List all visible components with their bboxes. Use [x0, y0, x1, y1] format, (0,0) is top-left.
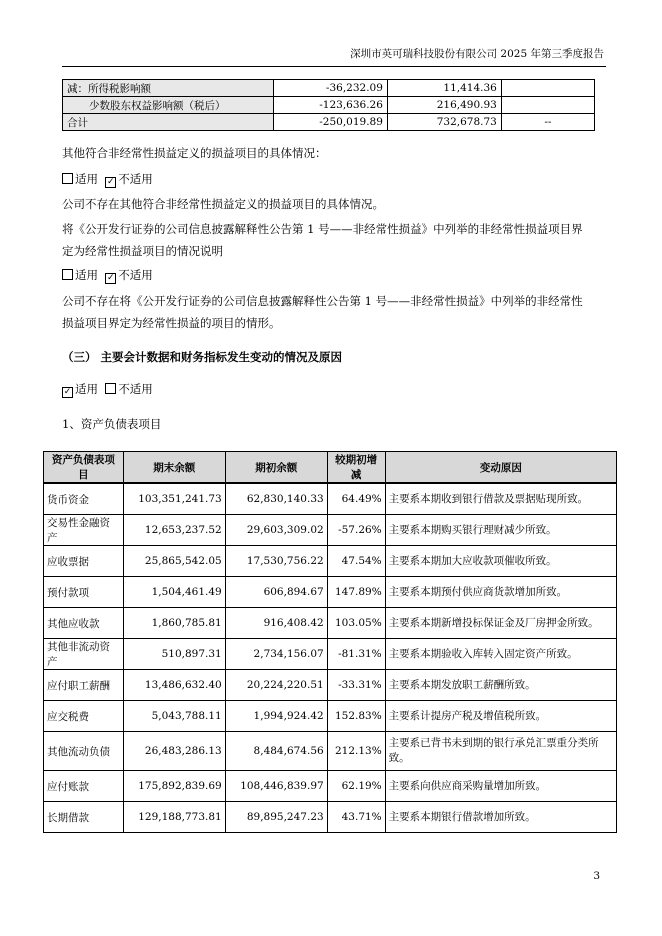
- table-row: [44, 608, 617, 639]
- change-cell: 147.89%: [327, 577, 385, 608]
- opening-balance-cell: 29,603,309.02: [225, 515, 327, 546]
- paragraph: 将《公开发行证券的公司信息披露解释性公告第 1 号——非经常性损益》中列举的非经常性损益项目界: [62, 222, 583, 236]
- change-cell: 47.54%: [327, 546, 385, 577]
- option-label: 不适用: [118, 172, 153, 186]
- ending-balance-cell: 129,188,773.81: [123, 802, 225, 833]
- reason-cell: 主要系计提房产税及增值税所致。: [385, 701, 616, 732]
- table-row: [44, 577, 617, 608]
- table-row: [63, 97, 595, 114]
- opening-balance-cell: 8,484,674.56: [225, 732, 327, 771]
- ending-balance-cell: 5,043,788.11: [123, 701, 225, 732]
- item-cell: 应收票据: [44, 546, 124, 577]
- item-cell: 应交税费: [44, 701, 124, 732]
- opening-balance-cell: 916,408.42: [225, 608, 327, 639]
- table-row: [44, 771, 617, 802]
- item-cell: 其他流动负债: [44, 732, 124, 771]
- cell-value: 732,678.73: [387, 114, 501, 131]
- column-header: 变动原因: [385, 452, 616, 484]
- reason-cell: 主要系向供应商采购量增加所致。: [385, 771, 616, 802]
- opening-balance-cell: 89,895,247.23: [225, 802, 327, 833]
- cell-value: -36,232.09: [273, 80, 387, 97]
- applicability-choice-2: [62, 264, 602, 286]
- reason-cell: 主要系已背书未到期的银行承兑汇票重分类所致。: [385, 732, 616, 771]
- row-label: 减：所得税影响额: [63, 80, 274, 97]
- table-row: [44, 701, 617, 732]
- row-label: 合计: [63, 114, 274, 131]
- report-header-title: 深圳市英可瑞科技股份有限公司 2025 年第三季度报告: [350, 48, 604, 60]
- reason-cell: 主要系本期银行借款增加所致。: [385, 802, 616, 833]
- reason-cell: 主要系本期发放职工薪酬所致。: [385, 670, 616, 701]
- cell-note: [501, 80, 594, 97]
- ending-balance-cell: 13,486,632.40: [123, 670, 225, 701]
- item-cell: 其他应收款: [44, 608, 124, 639]
- item-cell: 应付账款: [44, 771, 124, 802]
- change-cell: 103.05%: [327, 608, 385, 639]
- paragraph: 定为经常性损益项目的情况说明: [62, 244, 223, 258]
- change-cell: 62.19%: [327, 771, 385, 802]
- option-label: 适用: [75, 268, 98, 282]
- table-row: [44, 639, 617, 670]
- table-row: [44, 802, 617, 833]
- ending-balance-cell: 12,653,237.52: [123, 515, 225, 546]
- subsection-title: 1、资产负债表项目: [62, 417, 162, 431]
- applicability-choice-1: [62, 168, 602, 190]
- item-cell: 其他非流动资产: [44, 639, 124, 670]
- change-cell: -57.26%: [327, 515, 385, 546]
- reason-cell: 主要系本期加大应收款项催收所致。: [385, 546, 616, 577]
- opening-balance-cell: 2,734,156.07: [225, 639, 327, 670]
- header-divider: [62, 66, 606, 67]
- column-header: 较期初增减: [327, 452, 385, 484]
- item-cell: 预付款项: [44, 577, 124, 608]
- ending-balance-cell: 1,860,785.81: [123, 608, 225, 639]
- column-header: 资产负债表项目: [44, 452, 124, 484]
- cell-value: -250,019.89: [273, 114, 387, 131]
- change-cell: 152.83%: [327, 701, 385, 732]
- cell-note: --: [501, 114, 594, 131]
- checkbox-not-applicable-checked[interactable]: ✓: [107, 273, 115, 283]
- reason-cell: 主要系本期验收入库转入固定资产所致。: [385, 639, 616, 670]
- checkbox-applicable[interactable]: [62, 269, 73, 280]
- column-header: 期末余额: [123, 452, 225, 484]
- section-title: （三） 主要会计数据和财务指标发生变动的情况及原因: [62, 350, 343, 364]
- non-recurring-items-table: [62, 79, 595, 131]
- checkbox-applicable[interactable]: [62, 173, 73, 184]
- opening-balance-cell: 108,446,839.97: [225, 771, 327, 802]
- option-label: 不适用: [118, 382, 153, 396]
- column-header: 期初余额: [225, 452, 327, 484]
- cell-value: 11,414.36: [387, 80, 501, 97]
- change-cell: 43.71%: [327, 802, 385, 833]
- change-cell: -81.31%: [327, 639, 385, 670]
- ending-balance-cell: 25,865,542.05: [123, 546, 225, 577]
- checkbox-not-applicable-checked[interactable]: ✓: [107, 177, 115, 187]
- cell-note: [501, 97, 594, 114]
- checkbox-not-applicable[interactable]: [105, 383, 116, 394]
- checkbox-applicable-checked[interactable]: ✓: [63, 387, 72, 397]
- opening-balance-cell: 62,830,140.33: [225, 483, 327, 515]
- table-header-row: [44, 452, 617, 484]
- item-cell: 长期借款: [44, 802, 124, 833]
- applicability-choice-3: [62, 378, 602, 400]
- option-label: 不适用: [118, 268, 153, 282]
- item-cell: 应付职工薪酬: [44, 670, 124, 701]
- item-cell: 交易性金融资产: [44, 515, 124, 546]
- change-cell: -33.31%: [327, 670, 385, 701]
- table-row: [44, 732, 617, 771]
- change-cell: 212.13%: [327, 732, 385, 771]
- table-row: [44, 670, 617, 701]
- table-row: [63, 114, 595, 131]
- paragraph: 其他符合非经常性损益定义的损益项目的具体情况：: [62, 146, 327, 160]
- opening-balance-cell: 17,530,756.22: [225, 546, 327, 577]
- reason-cell: 主要系本期预付供应商货款增加所致。: [385, 577, 616, 608]
- cell-value: -123,636.26: [273, 97, 387, 114]
- paragraph: 公司不存在将《公开发行证券的公司信息披露解释性公告第 1 号——非经常性损益》中列举的非经常性: [62, 294, 583, 308]
- reason-cell: 主要系本期购买银行理财减少所致。: [385, 515, 616, 546]
- table-row: [44, 515, 617, 546]
- change-cell: 64.49%: [327, 483, 385, 515]
- ending-balance-cell: 103,351,241.73: [123, 483, 225, 515]
- ending-balance-cell: 26,483,286.13: [123, 732, 225, 771]
- option-label: 适用: [75, 382, 98, 396]
- page-number: 3: [593, 870, 600, 882]
- cell-value: 216,490.93: [387, 97, 501, 114]
- paragraph: 损益项目界定为经常性损益的项目的情形。: [62, 316, 281, 330]
- table-row: [63, 80, 595, 97]
- ending-balance-cell: 510,897.31: [123, 639, 225, 670]
- table-row: [44, 483, 617, 515]
- reason-cell: 主要系本期收到银行借款及票据贴现所致。: [385, 483, 616, 515]
- row-label: 少数股东权益影响额（税后）: [63, 97, 274, 114]
- reason-cell: 主要系本期新增投标保证金及厂房押金所致。: [385, 608, 616, 639]
- ending-balance-cell: 1,504,461.49: [123, 577, 225, 608]
- ending-balance-cell: 175,892,839.69: [123, 771, 225, 802]
- opening-balance-cell: 1,994,924.42: [225, 701, 327, 732]
- item-cell: 货币资金: [44, 483, 124, 515]
- opening-balance-cell: 20,224,220.51: [225, 670, 327, 701]
- option-label: 适用: [75, 172, 98, 186]
- table-row: [44, 546, 617, 577]
- paragraph: 公司不存在其他符合非经常性损益定义的损益项目的具体情况。: [62, 197, 384, 211]
- opening-balance-cell: 606,894.67: [225, 577, 327, 608]
- balance-sheet-changes-table: [43, 451, 617, 833]
